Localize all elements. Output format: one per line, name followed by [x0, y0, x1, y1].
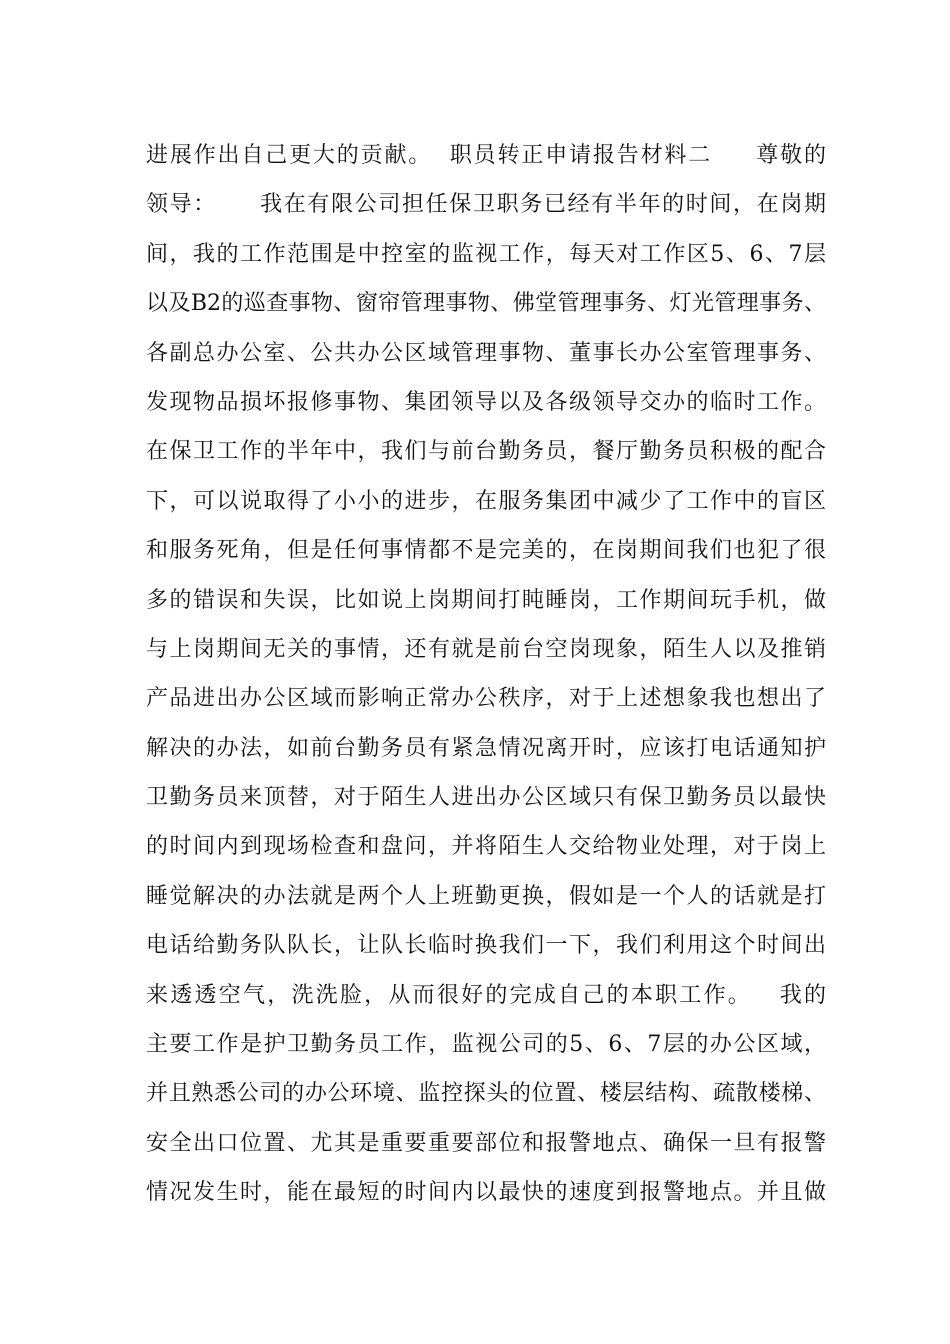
text-line-11: 与上岗期间无关的事情，还有就是前台空岗现象，陌生人以及推销 [146, 636, 826, 662]
text-line-3: 间，我的工作范围是中控室的监视工作，每天对工作区5、6、7层 [146, 241, 826, 267]
text-line-2: 领导： 我在有限公司担任保卫职务已经有半年的时间，在岗期 [146, 192, 826, 218]
text-line-17: 电话给勤务队队长，让队长临时换我们一下，我们利用这个时间出 [146, 933, 826, 959]
text-line-6: 发现物品损坏报修事物、集团领导以及各级领导交办的临时工作。 [146, 389, 826, 415]
text-line-7: 在保卫工作的半年中，我们与前台勤务员，餐厅勤务员积极的配合 [146, 439, 826, 465]
text-line-8: 下，可以说取得了小小的进步，在服务集团中减少了工作中的盲区 [146, 488, 826, 514]
text-line-16: 睡觉解决的办法就是两个人上班勤更换，假如是一个人的话就是打 [146, 883, 826, 909]
text-line-22: 情况发生时，能在最短的时间内以最快的速度到报警地点。并且做 [146, 1180, 826, 1206]
text-line-21: 安全出口位置、尤其是重要重要部位和报警地点、确保一旦有报警 [146, 1130, 826, 1156]
text-line-1: 进展作出自己更大的贡献。 职员转正申请报告材料二 尊敬的 [146, 143, 826, 168]
text-line-4: 以及B2的巡查事物、窗帘管理事物、佛堂管理事务、灯光管理事务、 [146, 291, 826, 317]
text-line-14: 卫勤务员来顶替，对于陌生人进出办公区域只有保卫勤务员以最快 [146, 785, 826, 811]
text-line-12: 产品进出办公区域而影响正常办公秩序，对于上述想象我也想出了 [146, 686, 826, 712]
text-line-9: 和服务死角，但是任何事情都不是完美的，在岗期间我们也犯了很 [146, 538, 826, 564]
body-text [146, 131, 826, 1218]
text-line-15: 的时间内到现场检查和盘问，并将陌生人交给物业处理，对于岗上 [146, 834, 826, 860]
text-line-20: 并且熟悉公司的办公环境、监控探头的位置、楼层结构、疏散楼梯、 [146, 1081, 826, 1107]
text-line-5: 各副总办公室、公共办公区域管理事物、董事长办公室管理事务、 [146, 340, 826, 366]
text-line-13: 解决的办法，如前台勤务员有紧急情况离开时，应该打电话通知护 [146, 735, 826, 761]
text-line-10: 多的错误和失误，比如说上岗期间打盹睡岗，工作期间玩手机，做 [146, 587, 826, 613]
text-line-19: 主要工作是护卫勤务员工作，监视公司的5、6、7层的办公区域， [146, 1032, 826, 1058]
text-line-18: 来透透空气，洗洗脸，从而很好的完成自己的本职工作。 我的 [146, 982, 826, 1008]
